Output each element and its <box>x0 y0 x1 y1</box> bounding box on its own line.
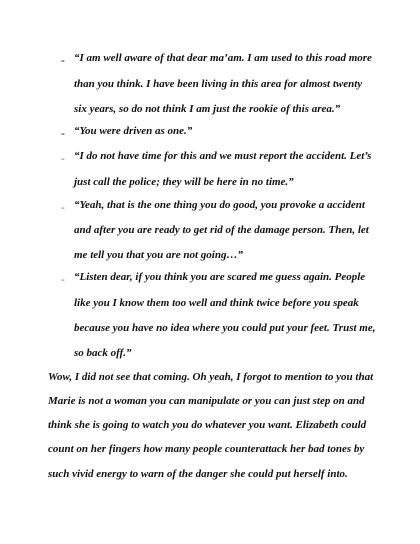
bullet-dash: - <box>61 55 65 67</box>
bullet-dash: - <box>61 202 65 214</box>
dialogue-line: so back off.” <box>74 347 132 359</box>
bullet-dash: - <box>61 128 65 140</box>
dialogue-line: than you think. I have been living in this area for almost twenty <box>74 78 363 90</box>
paragraph-line: such vivid energy to warn of the danger she could put herself into. <box>48 468 348 480</box>
dialogue-line: “Yeah, that is the one thing you do good, you provoke a accident <box>74 199 365 211</box>
paragraph-line: think she is going to watch you do whatever you want. Elizabeth could <box>48 419 367 431</box>
dialogue-line: “I am well aware of that dear ma’am. I am used to this road more <box>74 52 372 64</box>
paragraph-line: Wow, I did not see that coming. Oh yeah, I forgot to mention to you that <box>48 371 374 383</box>
paragraph-line: count on her fingers how many people counterattack her bad tones by <box>48 443 365 455</box>
dialogue-line: like you I know them too well and think twice before you speak <box>74 297 359 309</box>
bullet-dash: - <box>61 274 65 286</box>
dialogue-line: “I do not have time for this and we must report the accident. Let’s <box>74 150 372 162</box>
dialogue-line: because you have no idea where you could put your feet. Trust me, <box>74 322 376 334</box>
dialogue-line: just call the police; they will be here in no time.” <box>74 176 294 188</box>
dialogue-line: “You were driven as one.” <box>74 125 193 137</box>
paragraph-line: Marie is not a woman you can manipulate or you can just step on and <box>48 395 365 407</box>
bullet-dash: - <box>61 153 65 165</box>
dialogue-line: and after you are ready to get rid of the damage person. Then, let <box>74 224 369 236</box>
dialogue-line: me tell you that you are not going…” <box>74 249 243 261</box>
dialogue-line: “Listen dear, if you think you are scared me guess again. People <box>74 271 366 283</box>
dialogue-line: six years, so do not think I am just the rookie of this area.” <box>74 103 341 115</box>
